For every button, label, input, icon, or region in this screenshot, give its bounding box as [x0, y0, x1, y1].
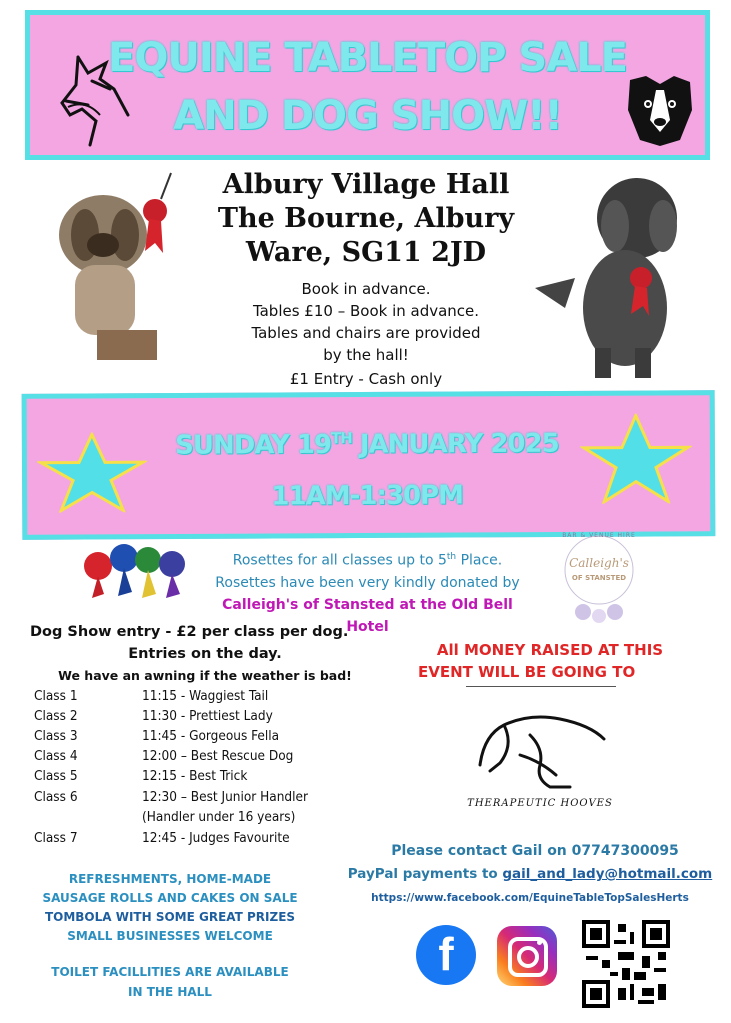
rosettes-line-1: Rosettes for all classes up to 5th Place. — [232, 552, 503, 569]
class-number: Class 4 — [34, 748, 78, 764]
event-time: 11AM-1:30PM — [271, 480, 464, 512]
class-number: Class 1 — [34, 688, 78, 704]
class-description: 11:30 - Prettiest Lady — [142, 708, 273, 724]
refreshments-line-4: SMALL BUSINESSES WELCOME — [67, 929, 273, 943]
sponsor-logo — [553, 530, 645, 630]
sponsor-subname: OF STANSTED — [571, 574, 627, 582]
info-book: Book in advance. — [301, 280, 431, 298]
refreshments-line-1: REFRESHMENTS, HOME-MADE — [68, 872, 272, 886]
dog-show-awning: We have an awning if the weather is bad! — [58, 668, 352, 683]
class-description: 11:45 - Gorgeous Fella — [142, 728, 280, 744]
info-by-hall: by the hall! — [323, 346, 409, 364]
paypal-email-link[interactable]: gail_and_lady@hotmail.com — [502, 866, 713, 882]
venue-street: The Bourne, Albury — [217, 203, 515, 234]
class-description: 12:00 – Best Rescue Dog — [142, 748, 294, 764]
toilet-line-1: TOILET FACILLITIES ARE AVAILABLE — [51, 965, 289, 979]
contact-phone: Please contact Gail on 07747300095 — [391, 843, 679, 859]
class-number: Class 2 — [34, 708, 78, 724]
event-date: SUNDAY 19TH JANUARY 2025 — [175, 428, 559, 461]
class-number: Class 3 — [34, 728, 78, 744]
class-description: 12:15 - Best Trick — [142, 768, 248, 784]
class-description: 11:15 - Waggiest Tail — [142, 688, 269, 704]
star-icon — [580, 413, 692, 504]
star-icon — [37, 432, 147, 513]
refreshments-line-2: SAUSAGE ROLLS AND CAKES ON SALE — [42, 891, 298, 905]
rosettes-line-3: Calleigh's of Stansted at the Old Bell Hotel — [222, 596, 513, 635]
title-line-2: AND DOG SHOW!! — [173, 93, 562, 139]
dog-head-icon — [620, 70, 700, 150]
sponsor-arc-text: BAR & VENUE HIRE — [562, 532, 636, 539]
class-description: 12:30 – Best Junior Handler — [142, 789, 308, 805]
paypal-line: PayPal payments to gail_and_lady@hotmail.com — [347, 866, 713, 882]
info-tables-provided: Tables and chairs are provided — [251, 324, 481, 342]
therapeutic-hooves-logo — [470, 705, 610, 795]
title-line-1: EQUINE TABLETOP SALE — [108, 35, 627, 81]
info-entry-fee: £1 Entry - Cash only — [289, 370, 443, 388]
class-number: Class 7 — [34, 830, 78, 846]
charity-divider — [466, 686, 616, 687]
instagram-icon[interactable] — [497, 926, 557, 986]
charity-line-1: All MONEY RAISED AT THIS — [436, 641, 664, 659]
rosettes-image — [78, 540, 198, 600]
title-banner — [25, 10, 710, 160]
date-banner — [22, 390, 716, 540]
class-number: Class 5 — [34, 768, 78, 784]
therapeutic-hooves-text: THERAPEUTIC HOOVES — [467, 798, 613, 809]
info-tables-price: Tables £10 – Book in advance. — [252, 302, 480, 320]
toilet-line-2: IN THE HALL — [128, 985, 212, 999]
dog-photo-right — [525, 168, 695, 388]
class-description: (Handler under 16 years) — [142, 809, 296, 825]
rosettes-line-2: Rosettes have been very kindly donated by — [215, 574, 520, 591]
qr-code-icon[interactable] — [582, 920, 670, 1008]
sponsor-name: Calleigh's — [569, 556, 629, 570]
horse-head-icon — [48, 45, 138, 155]
dog-photo-left — [45, 165, 195, 365]
class-description: 12:45 - Judges Favourite — [142, 830, 290, 846]
charity-line-2: EVENT WILL BE GOING TO — [418, 663, 636, 681]
facebook-url[interactable]: https://www.facebook.com/EquineTableTopSalesHerts — [371, 892, 689, 904]
refreshments-block — [30, 870, 310, 946]
dog-show-entries-on-day: Entries on the day. — [128, 646, 282, 662]
facebook-icon[interactable]: f — [416, 925, 476, 985]
venue-town-postcode: Ware, SG11 2JD — [245, 237, 487, 268]
toilet-notice — [30, 962, 310, 1002]
venue-name: Albury Village Hall — [222, 169, 510, 200]
class-number: Class 6 — [34, 789, 78, 805]
refreshments-line-3: TOMBOLA WITH SOME GREAT PRIZES — [44, 910, 296, 924]
dog-show-entry-fee: Dog Show entry - £2 per class per dog. — [30, 624, 349, 640]
